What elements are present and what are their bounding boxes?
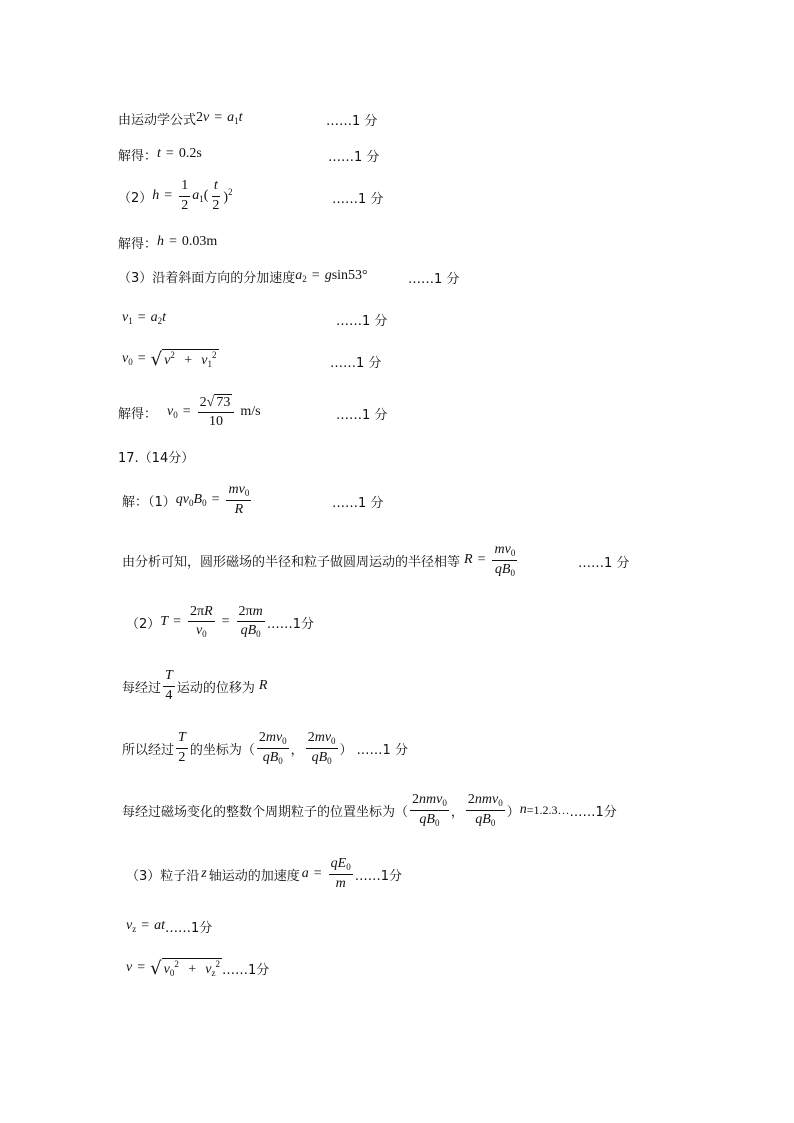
solve-label: 解：（1） [122,494,176,510]
solution-v0-line [118,390,261,434]
solution-h-line [118,230,217,254]
equals: = [221,614,230,629]
value: 0.03m [181,234,218,249]
n-range: =1.2.3… [526,802,570,817]
paren-open: ( [203,188,209,203]
var-g: g [324,268,332,283]
var-z: z [201,866,207,881]
equals: = [137,351,146,366]
question-17-heading [118,444,194,468]
fraction-mv0-R: $\frac{mv_0}{R}$ [228,482,250,517]
solve-label: 解得： [118,406,158,422]
var-R: R [258,678,268,693]
lorentz-force-line [122,478,253,522]
var-v0: $v_0$ [122,351,133,367]
score-mark: ……1 分 [356,742,408,758]
equals: = [182,404,191,419]
line-text: 每经过 [122,680,162,696]
var-B0: $B_0$ [193,492,207,508]
fraction-2mv0-qB0: $\frac{2mv_0}{qB_0}$ [258,730,287,766]
line-text: 运动的位移为 [176,680,255,696]
fraction-2mv0-qB0-y: $\frac{2mv_0}{qB_0}$ [307,730,336,766]
score-mark: ……1分 [354,868,402,884]
line-text: 的坐标为（ [189,742,255,758]
fraction-2nmv0-qB0-y: $\frac{2nmv_0}{qB_0}$ [467,792,503,828]
line-text: （3）沿着斜面方向的分加速度 [118,270,296,286]
quarter-period-line [122,664,267,708]
var-v1: $v_1$ [122,310,133,326]
v1-formula-line [122,306,166,330]
var-a: a [154,918,162,933]
line-text: 由分析可知，圆形磁场的半径和粒子做圆周运动的半径相等 [122,554,461,570]
equals: = [141,918,150,933]
var-t: t [238,110,243,125]
score-mark: ……1 分 [408,272,460,287]
sqrt-icon: √ [150,958,162,979]
fraction-2nmv0-qB0: $\frac{2nmv_0}{qB_0}$ [412,792,447,828]
equals: = [137,310,146,325]
equals: = [165,146,174,161]
paren-close: ） [506,804,520,820]
score-mark: ……1 分 [328,150,380,165]
score-mark: ……1分 [165,920,213,936]
equals: = [211,492,220,507]
equals: = [173,614,181,629]
var-v0: $v_0$ [167,404,178,420]
var-h: h [157,234,165,249]
fraction-root73: 2 √ 73 10 [198,394,235,430]
slope-acceleration-line [118,264,368,288]
coef: 2 [196,110,204,125]
line-text: 轴运动的加速度 [208,868,300,884]
heading-text: 17.（14分） [118,450,195,466]
height-formula-line [118,174,233,218]
score-mark: ……1 分 [336,408,388,423]
line-text: 每经过磁场变化的整数个周期粒子的位置坐标为（ [122,804,409,820]
var-h: h [152,188,160,203]
line-text: 所以经过 [122,742,175,758]
score-mark: ……1分 [569,804,617,820]
solve-label: 解得： [118,148,158,164]
fraction-half: $\frac{1}{2}$ [181,178,189,213]
line-text: 由运动学公式 [118,112,197,128]
score-mark: ……1分 [222,962,270,978]
paren-close: )$^2$ [223,186,233,205]
equals: = [164,188,173,203]
var-v: v [126,960,133,975]
v0-formula-line [122,344,219,374]
fraction-mv0-qB0: $\frac{mv_0}{qB_0}$ [494,542,516,578]
var-a: $a_1$ [227,110,239,126]
equals: = [214,110,223,125]
solve-label: 解得： [118,236,158,252]
equals: = [477,552,486,567]
paren-close: ） [339,742,353,758]
fraction-t-half: $\frac{t}{2}$ [212,178,220,213]
vz-formula-line [126,914,212,938]
radius-equality-line [122,538,519,582]
comma: ， [450,804,464,820]
sin-term: sin53° [331,268,368,283]
integer-period-coord-line [122,788,617,832]
z-acceleration-line [126,852,402,896]
var-q: q [175,492,183,507]
score-mark: ……1 分 [330,356,382,371]
var-v0: $v_0$ [182,492,194,508]
square-root: √ $v^2 + v_1^2$ [150,349,217,370]
solution-t-line [118,142,202,166]
score-mark: ……1 分 [336,314,388,329]
var-t: t [162,310,167,325]
score-mark: ……1 分 [578,556,630,571]
part-label: （2） [118,190,153,206]
fraction-qE0-m: $\frac{qE_0}{m}$ [330,856,351,891]
var-n: n [519,802,527,817]
half-period-coord-line [122,726,408,770]
equals: = [169,234,177,249]
equals: = [313,866,322,881]
line-text: （3）粒子沿 [126,868,200,884]
score-mark: ……1 分 [332,192,384,207]
var-t: t [161,918,166,933]
value: 0.2s [178,146,202,161]
fraction-2pim-qB0: $\frac{2\pi m}{qB_0}$ [238,604,263,640]
kinematics-formula-line [118,106,243,130]
speed-formula-line [126,952,269,984]
unit: m/s [240,404,261,419]
var-v: v [203,110,210,125]
square-root: √ $v_0^2 + v_z^2$ [150,958,220,979]
var-a: a [301,866,309,881]
var-a: $a_2$ [295,268,307,284]
equals: = [137,960,146,975]
var-a2: $a_2$ [150,310,163,326]
fraction-T-4: $\frac{T}{4}$ [165,668,173,703]
period-formula-line [126,600,314,644]
var-R: R [464,552,473,567]
equals: = [311,268,320,283]
var-vz: $v_z$ [126,918,137,934]
score-mark: ……1分 [266,616,315,632]
var-t: t [157,146,161,161]
part-label: （2） [126,616,161,632]
score-mark: ……1 分 [326,114,378,129]
var-a: $a_1$ [192,188,204,204]
sqrt-icon: √ [150,349,163,370]
comma: ， [290,742,304,758]
fraction-2piR-v0: $\frac{2\pi R}{v_0}$ [189,604,213,640]
score-mark: ……1 分 [332,496,384,511]
fraction-T-2: $\frac{T}{2}$ [178,730,186,765]
var-T: T [160,614,169,629]
